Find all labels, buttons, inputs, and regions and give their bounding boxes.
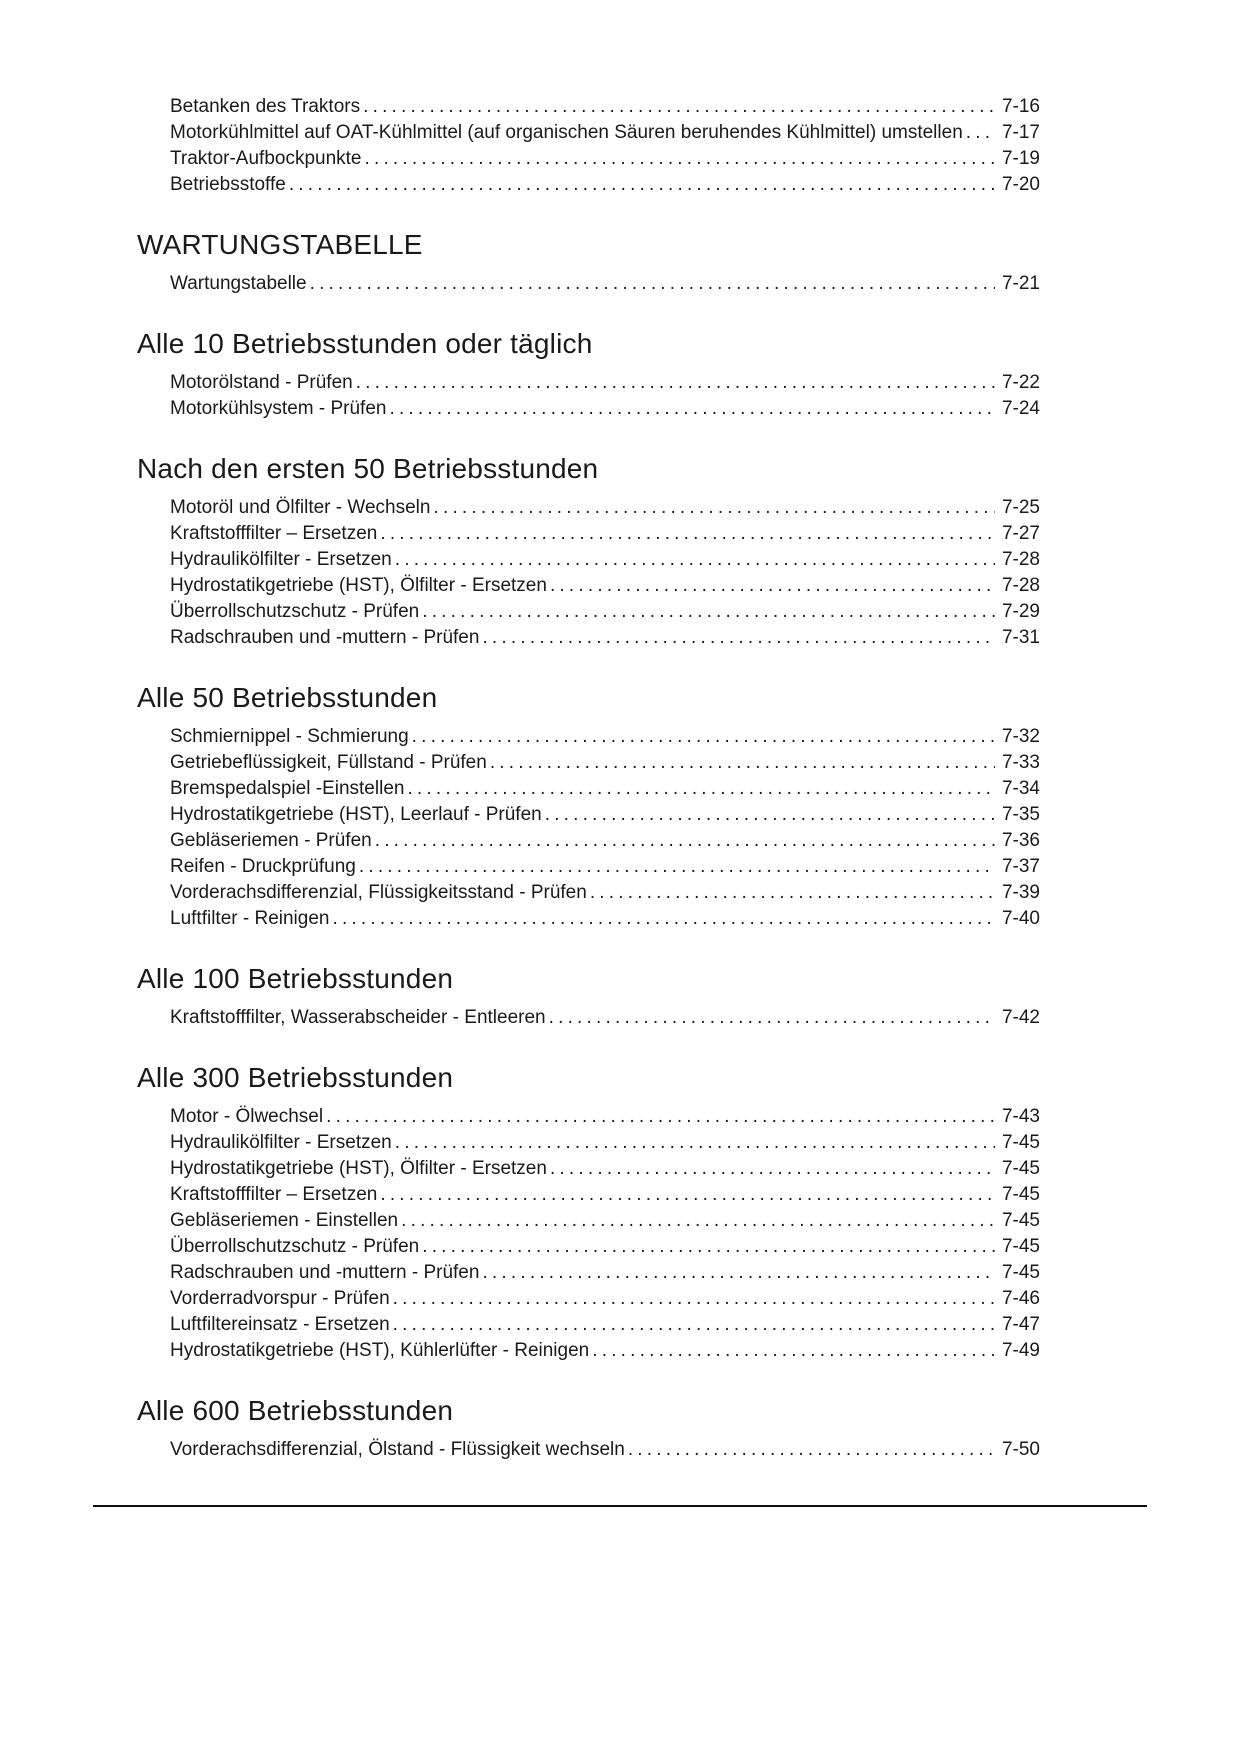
toc-entry-title: Motorkühlsystem - Prüfen (170, 398, 387, 419)
toc-entry-page-number: 7-45 (1001, 1184, 1040, 1205)
toc-entry (170, 1156, 1040, 1182)
toc-entry-page-number: 7-21 (1001, 273, 1040, 294)
toc-entry (170, 906, 1040, 932)
section-heading: Nach den ersten 50 Betriebsstunden (137, 453, 599, 484)
toc-entry-list (137, 495, 1040, 651)
toc-entry-title: Gebläseriemen - Prüfen (170, 830, 372, 851)
dot-leader (422, 1234, 995, 1260)
dot-leader (422, 599, 995, 625)
toc-entry-title: Reifen - Druckprüfung (170, 856, 356, 877)
toc-entry-title: Motorkühlmittel auf OAT-Kühlmittel (auf organischen Säuren beruhendes Kühlmittel) umstellen (170, 122, 963, 143)
dot-leader (395, 1130, 995, 1156)
toc-entry-page-number: 7-19 (1001, 148, 1040, 169)
toc-entry (170, 1234, 1040, 1260)
toc-entry (170, 94, 1040, 120)
dot-leader (356, 370, 995, 396)
toc-entry-page-number: 7-29 (1001, 601, 1040, 622)
toc-entry-page-number: 7-17 (1001, 122, 1040, 143)
toc-entry-title: Radschrauben und -muttern - Prüfen (170, 627, 480, 648)
toc-entry (170, 776, 1040, 802)
dot-leader (375, 828, 995, 854)
toc-entry-title: Hydrostatikgetriebe (HST), Ölfilter - Ersetzen (170, 1158, 547, 1179)
toc-entry-page-number: 7-40 (1001, 908, 1040, 929)
toc-entry-list (137, 1437, 1040, 1463)
toc-entry (170, 802, 1040, 828)
dot-leader (407, 776, 995, 802)
toc-entry-title: Luftfilter - Reinigen (170, 908, 330, 929)
toc-entry (170, 521, 1040, 547)
dot-leader (393, 1312, 995, 1338)
toc-entry-page-number: 7-34 (1001, 778, 1040, 799)
dot-leader (389, 396, 995, 422)
toc-entry (170, 172, 1040, 198)
toc-entry-title: Kraftstofffilter – Ersetzen (170, 523, 378, 544)
section-heading: WARTUNGSTABELLE (137, 229, 423, 260)
toc-entry-title: Motor - Ölwechsel (170, 1106, 324, 1127)
toc-entry-page-number: 7-45 (1001, 1236, 1040, 1257)
toc-entry (170, 370, 1040, 396)
toc-entry (170, 625, 1040, 651)
toc-entry-page-number: 7-20 (1001, 174, 1040, 195)
toc-entry (170, 724, 1040, 750)
toc-entry-title: Betanken des Traktors (170, 96, 361, 117)
toc-entry-title: Hydraulikölfilter - Ersetzen (170, 1132, 392, 1153)
toc-entry-title: Vorderradvorspur - Prüfen (170, 1288, 390, 1309)
toc-entry-title: Getriebeflüssigkeit, Füllstand - Prüfen (170, 752, 487, 773)
dot-leader (363, 94, 995, 120)
toc-entry (170, 146, 1040, 172)
toc-entry-page-number: 7-28 (1001, 549, 1040, 570)
toc-entry-page-number: 7-27 (1001, 523, 1040, 544)
dot-leader (412, 724, 995, 750)
toc-entry-page-number: 7-32 (1001, 726, 1040, 747)
dot-leader (549, 1005, 995, 1031)
toc-entry-page-number: 7-43 (1001, 1106, 1040, 1127)
toc-entry-list (137, 724, 1040, 932)
dot-leader (365, 146, 996, 172)
dot-leader (380, 1182, 995, 1208)
toc (137, 94, 1040, 1463)
dot-leader (310, 271, 995, 297)
toc-entry-page-number: 7-45 (1001, 1132, 1040, 1153)
toc-entry-title: Bremspedalspiel -Einstellen (170, 778, 405, 799)
toc-entry-title: Schmiernippel - Schmierung (170, 726, 409, 747)
toc-entry-page-number: 7-28 (1001, 575, 1040, 596)
toc-entry-list (137, 1005, 1040, 1031)
dot-leader (289, 172, 995, 198)
dot-leader (482, 625, 995, 651)
section-heading: Alle 600 Betriebsstunden (137, 1395, 454, 1426)
toc-entry-list (137, 271, 1040, 297)
toc-entry-page-number: 7-36 (1001, 830, 1040, 851)
toc-entry (170, 495, 1040, 521)
toc-entry-page-number: 7-45 (1001, 1210, 1040, 1231)
dot-leader (482, 1260, 995, 1286)
dot-leader (545, 802, 995, 828)
toc-entry-page-number: 7-49 (1001, 1340, 1040, 1361)
toc-entry-title: Überrollschutzschutz - Prüfen (170, 1236, 420, 1257)
toc-entry-page-number: 7-25 (1001, 497, 1040, 518)
toc-entry-title: Überrollschutzschutz - Prüfen (170, 601, 420, 622)
toc-entry-page-number: 7-42 (1001, 1007, 1040, 1028)
dot-leader (401, 1208, 995, 1234)
toc-entry (170, 1338, 1040, 1364)
dot-leader (332, 906, 995, 932)
toc-entry-title: Betriebsstoffe (170, 174, 286, 195)
toc-entry-page-number: 7-45 (1001, 1158, 1040, 1179)
toc-entry-title: Hydrostatikgetriebe (HST), Kühlerlüfter - Reinigen (170, 1340, 590, 1361)
dot-leader (550, 1156, 995, 1182)
toc-entry-page-number: 7-50 (1001, 1439, 1040, 1460)
toc-entry-title: Motoröl und Ölfilter - Wechseln (170, 497, 431, 518)
toc-entry-page-number: 7-39 (1001, 882, 1040, 903)
section-heading: Alle 50 Betriebsstunden (137, 682, 438, 713)
dot-leader (628, 1437, 995, 1463)
toc-entry-title: Vorderachsdifferenzial, Ölstand - Flüssigkeit wechseln (170, 1439, 625, 1460)
toc-entry (170, 573, 1040, 599)
toc-entry-title: Gebläseriemen - Einstellen (170, 1210, 399, 1231)
toc-entry (170, 599, 1040, 625)
toc-entry-page-number: 7-35 (1001, 804, 1040, 825)
toc-entry-list (137, 94, 1040, 198)
toc-entry-page-number: 7-45 (1001, 1262, 1040, 1283)
toc-entry (170, 120, 1040, 146)
toc-entry-title: Luftfiltereinsatz - Ersetzen (170, 1314, 390, 1335)
toc-entry (170, 1182, 1040, 1208)
toc-entry-list (137, 370, 1040, 422)
dot-leader (490, 750, 995, 776)
toc-entry (170, 880, 1040, 906)
toc-entry-title: Hydrostatikgetriebe (HST), Ölfilter - Ersetzen (170, 575, 547, 596)
toc-entry-title: Radschrauben und -muttern - Prüfen (170, 1262, 480, 1283)
dot-leader (550, 573, 995, 599)
toc-entry-page-number: 7-31 (1001, 627, 1040, 648)
toc-entry-page-number: 7-46 (1001, 1288, 1040, 1309)
dot-leader (966, 120, 995, 146)
dot-leader (393, 1286, 995, 1312)
toc-entry-page-number: 7-16 (1001, 96, 1040, 117)
dot-leader (590, 880, 995, 906)
dot-leader (433, 495, 995, 521)
toc-entry-list (137, 1104, 1040, 1364)
toc-entry (170, 1104, 1040, 1130)
toc-entry-title: Hydrostatikgetriebe (HST), Leerlauf - Prüfen (170, 804, 542, 825)
toc-entry-title: Vorderachsdifferenzial, Flüssigkeitsstand - Prüfen (170, 882, 587, 903)
toc-entry (170, 854, 1040, 880)
dot-leader (326, 1104, 995, 1130)
toc-entry-title: Kraftstofffilter, Wasserabscheider - Entleeren (170, 1007, 546, 1028)
section-heading: Alle 300 Betriebsstunden (137, 1062, 454, 1093)
toc-entry (170, 1005, 1040, 1031)
toc-entry (170, 271, 1040, 297)
toc-entry-title: Motorölstand - Prüfen (170, 372, 353, 393)
dot-leader (592, 1338, 995, 1364)
toc-entry-page-number: 7-33 (1001, 752, 1040, 773)
dot-leader (380, 521, 995, 547)
toc-entry (170, 1260, 1040, 1286)
toc-entry-page-number: 7-47 (1001, 1314, 1040, 1335)
toc-entry-title: Wartungstabelle (170, 273, 307, 294)
toc-entry-page-number: 7-22 (1001, 372, 1040, 393)
dot-leader (395, 547, 995, 573)
toc-entry-title: Kraftstofffilter – Ersetzen (170, 1184, 378, 1205)
toc-entry-page-number: 7-24 (1001, 398, 1040, 419)
toc-entry (170, 547, 1040, 573)
toc-entry (170, 750, 1040, 776)
toc-entry (170, 1130, 1040, 1156)
footer-rule (93, 1505, 1147, 1507)
toc-entry (170, 828, 1040, 854)
section-heading: Alle 100 Betriebsstunden (137, 963, 454, 994)
toc-entry (170, 396, 1040, 422)
toc-entry (170, 1286, 1040, 1312)
toc-entry-page-number: 7-37 (1001, 856, 1040, 877)
dot-leader (359, 854, 995, 880)
section-heading: Alle 10 Betriebsstunden oder täglich (137, 328, 593, 359)
toc-entry (170, 1208, 1040, 1234)
toc-entry-title: Hydraulikölfilter - Ersetzen (170, 549, 392, 570)
toc-entry (170, 1437, 1040, 1463)
toc-entry (170, 1312, 1040, 1338)
toc-entry-title: Traktor-Aufbockpunkte (170, 148, 362, 169)
